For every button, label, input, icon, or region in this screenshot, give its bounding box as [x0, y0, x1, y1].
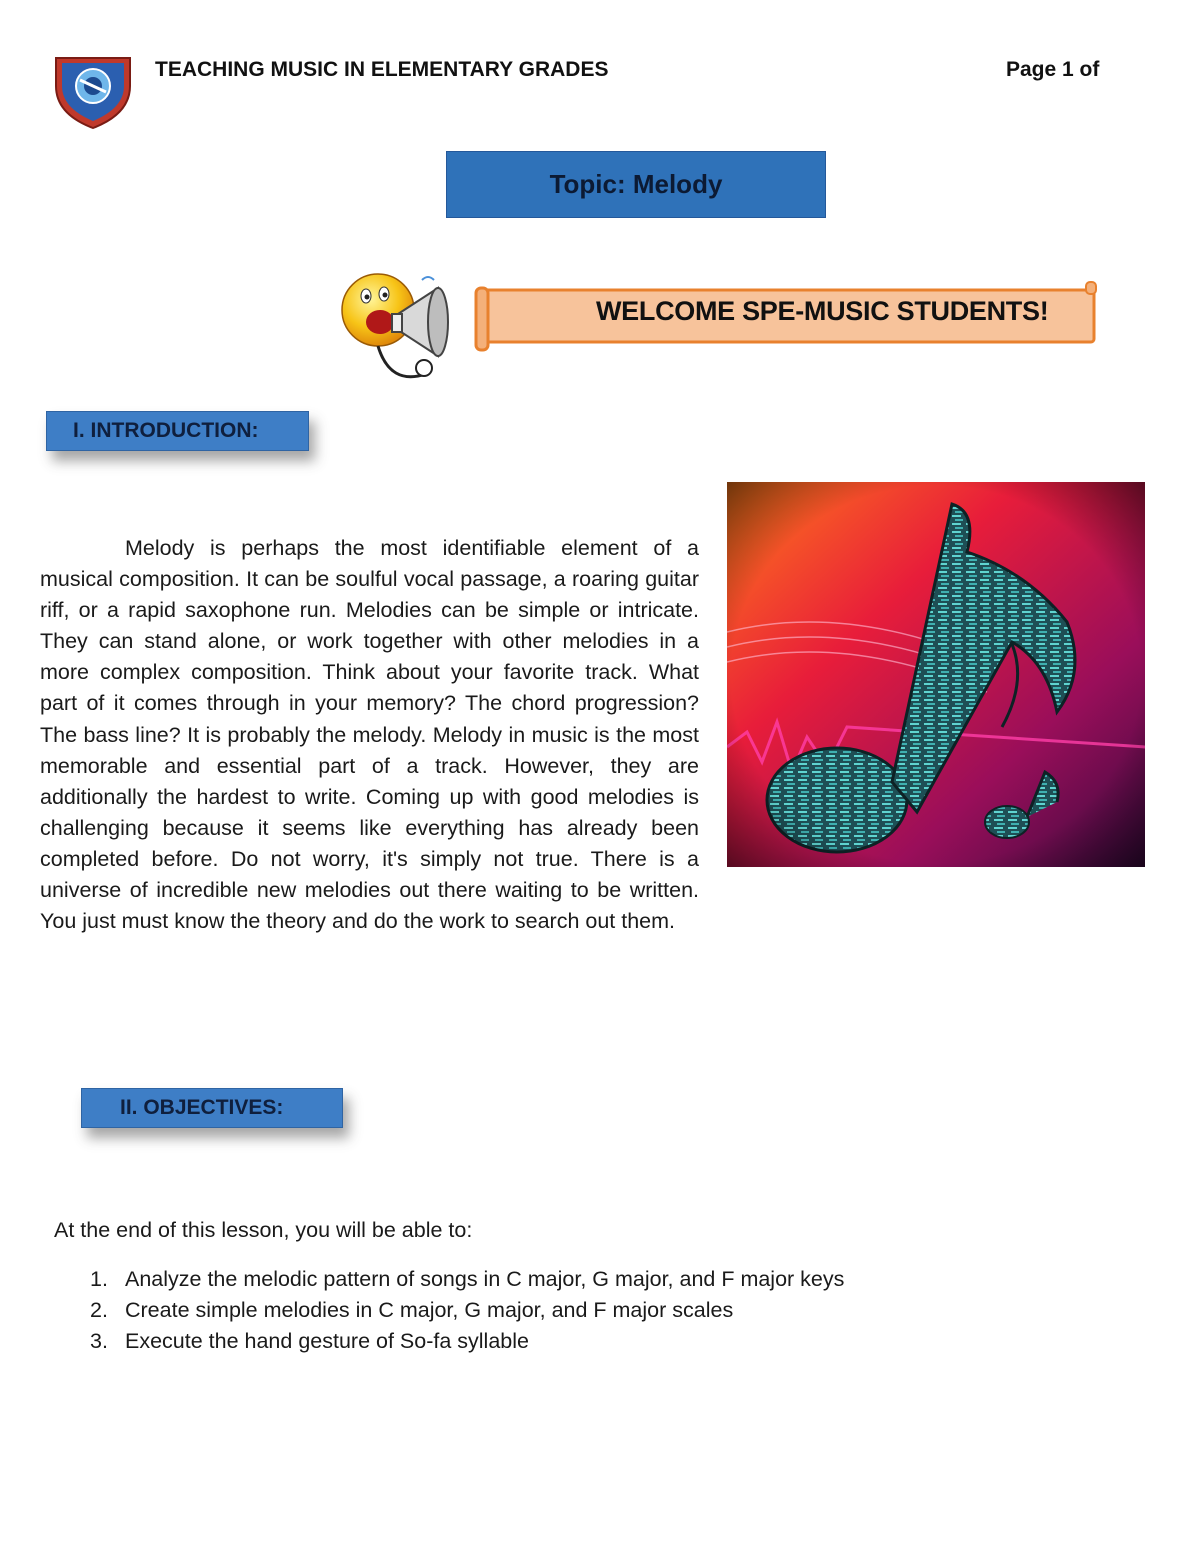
- list-item: [90, 1295, 844, 1326]
- page-number: Page 1 of: [1006, 58, 1100, 81]
- objectives-heading-box: [81, 1088, 343, 1128]
- topic-box: [446, 151, 826, 218]
- welcome-text: WELCOME SPE-MUSIC STUDENTS!: [596, 296, 1049, 326]
- objectives-heading: II. OBJECTIVES:: [120, 1096, 284, 1119]
- list-text: Analyze the melodic pattern of songs in C major, G major, and F major keys: [125, 1267, 845, 1291]
- introduction-heading-box: [46, 411, 309, 451]
- list-number: 1.: [90, 1267, 108, 1291]
- introduction-paragraph: Melody is perhaps the most identifiable element of a musical composition. It can be soulful vocal passage, a roaring guitar riff, or a rapid saxophone run. Melodies can be simple or intricate. They can stand alone, or work together with other melodies in a more complex composition. Think about your favorite track. What part of it comes through in your memory? The chord progression? The bass line? It is probably the melody. Melody in music is the most memorable and essential part of a track. However, they are additionally the hardest to write. Coming up with good melodies is challenging because it seems like everything has already been completed before. Do not worry, it's simply not true. There is a universe of incredible new melodies out there waiting to be written. You just must know the theory and do the work to search out them.: [40, 536, 699, 934]
- introduction-heading: I. INTRODUCTION:: [73, 419, 259, 442]
- school-logo: [52, 52, 134, 130]
- megaphone-smiley-icon: [338, 266, 470, 396]
- list-text: Execute the hand gesture of So-fa syllable: [125, 1329, 529, 1353]
- list-text: Create simple melodies in C major, G major, and F major scales: [125, 1298, 734, 1322]
- list-number: 3.: [90, 1329, 108, 1353]
- topic-label: Topic: Melody: [549, 169, 723, 199]
- objectives-list: [90, 1264, 844, 1357]
- document-title: TEACHING MUSIC IN ELEMENTARY GRADES: [155, 58, 609, 81]
- list-item: [90, 1264, 844, 1295]
- list-item: [90, 1326, 844, 1357]
- objectives-lead: At the end of this lesson, you will be able to:: [54, 1218, 473, 1242]
- list-number: 2.: [90, 1298, 108, 1322]
- music-note-artwork: [727, 482, 1145, 867]
